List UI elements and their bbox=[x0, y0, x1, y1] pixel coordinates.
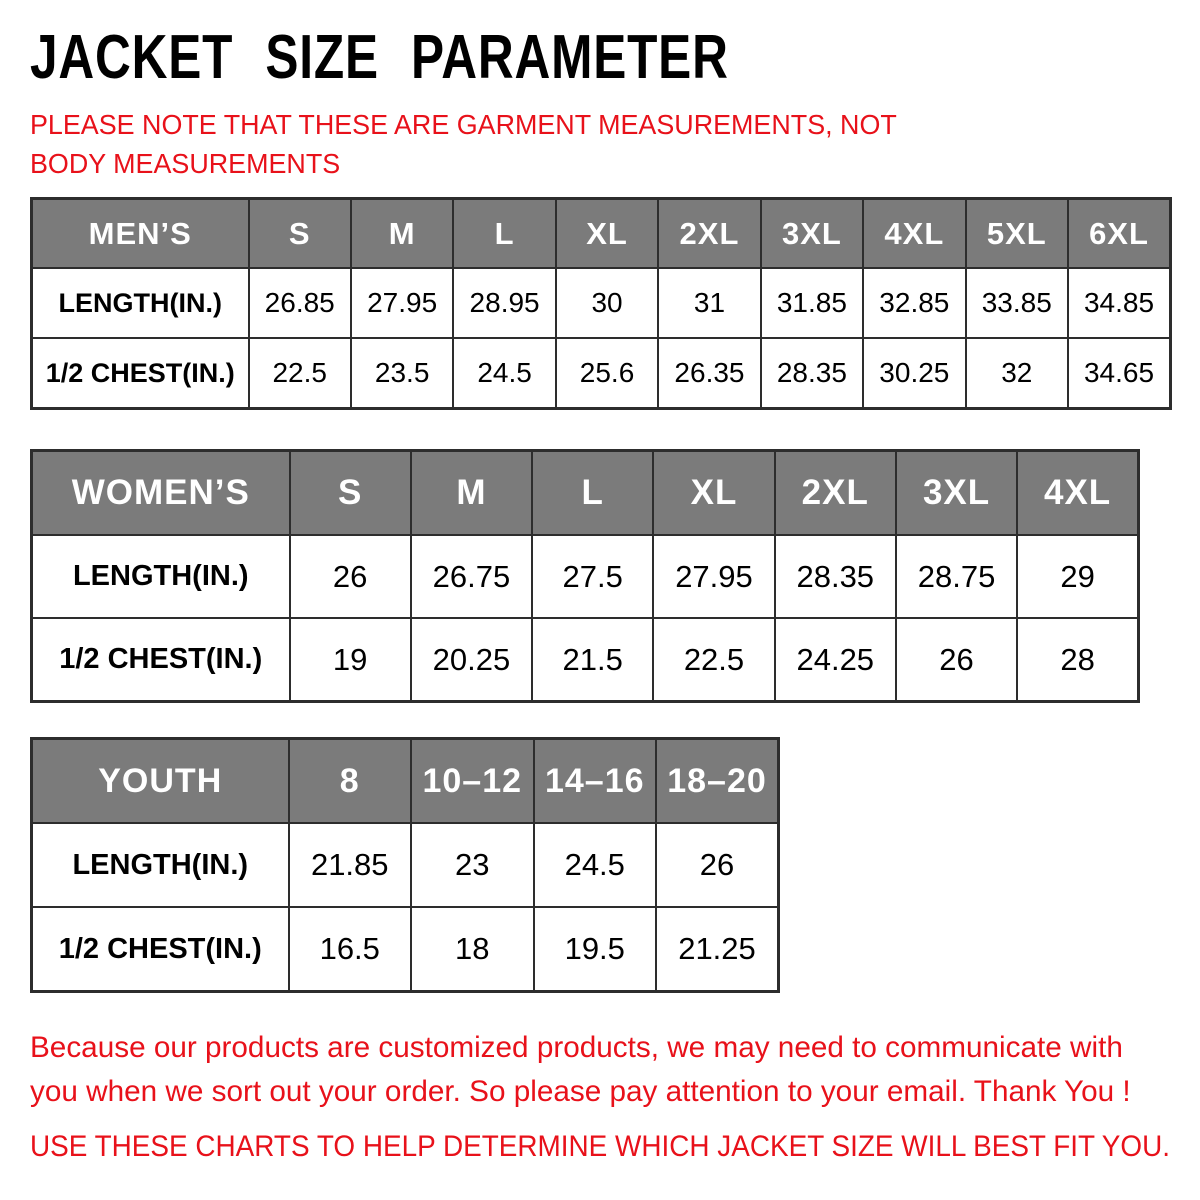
womens-size-table bbox=[30, 449, 1140, 703]
measurement-value-cell: 21.85 bbox=[289, 823, 412, 907]
measurement-value-cell: 26 bbox=[656, 823, 779, 907]
size-header-cell: 8 bbox=[289, 739, 412, 824]
table-row bbox=[32, 823, 779, 907]
measurement-label-cell: LENGTH(IN.) bbox=[32, 535, 290, 618]
table-header-row bbox=[32, 739, 779, 824]
size-header-cell: 6XL bbox=[1068, 199, 1171, 269]
measurement-value-cell: 30.25 bbox=[863, 338, 965, 409]
measurement-value-cell: 28.95 bbox=[453, 268, 555, 338]
size-header-cell: 2XL bbox=[658, 199, 760, 269]
measurement-value-cell: 28.75 bbox=[896, 535, 1017, 618]
measurement-value-cell: 23 bbox=[411, 823, 534, 907]
measurement-value-cell: 23.5 bbox=[351, 338, 453, 409]
measurement-value-cell: 26.85 bbox=[249, 268, 351, 338]
table-row bbox=[32, 535, 1139, 618]
measurement-value-cell: 34.85 bbox=[1068, 268, 1171, 338]
size-header-cell: 3XL bbox=[896, 451, 1017, 536]
measurement-value-cell: 28.35 bbox=[761, 338, 863, 409]
table-title-cell: WOMEN’S bbox=[32, 451, 290, 536]
measurement-value-cell: 27.5 bbox=[532, 535, 653, 618]
size-header-cell: S bbox=[290, 451, 411, 536]
table-header-row bbox=[32, 451, 1139, 536]
measurement-value-cell: 27.95 bbox=[351, 268, 453, 338]
measurement-value-cell: 31.85 bbox=[761, 268, 863, 338]
measurement-value-cell: 25.6 bbox=[556, 338, 658, 409]
table-title-cell: MEN’S bbox=[32, 199, 249, 269]
size-header-cell: L bbox=[453, 199, 555, 269]
measurement-value-cell: 26.35 bbox=[658, 338, 760, 409]
garment-measurement-note: PLEASE NOTE THAT THESE ARE GARMENT MEASUREMENTS, NOT BODY MEASUREMENTS bbox=[30, 109, 897, 179]
table-row bbox=[32, 268, 1171, 338]
measurement-value-cell: 27.95 bbox=[653, 535, 774, 618]
size-header-cell: 5XL bbox=[966, 199, 1068, 269]
measurement-value-cell: 24.5 bbox=[534, 823, 657, 907]
size-header-cell: L bbox=[532, 451, 653, 536]
size-header-cell: 4XL bbox=[1017, 451, 1138, 536]
measurement-value-cell: 28 bbox=[1017, 618, 1138, 702]
size-header-cell: 18–20 bbox=[656, 739, 779, 824]
measurement-value-cell: 31 bbox=[658, 268, 760, 338]
measurement-label-cell: LENGTH(IN.) bbox=[32, 823, 289, 907]
table-row bbox=[32, 618, 1139, 702]
measurement-value-cell: 19.5 bbox=[534, 907, 657, 992]
size-header-cell: XL bbox=[556, 199, 658, 269]
size-header-cell: 14–16 bbox=[534, 739, 657, 824]
size-header-cell: M bbox=[411, 451, 532, 536]
size-header-cell: XL bbox=[653, 451, 774, 536]
measurement-value-cell: 24.25 bbox=[775, 618, 896, 702]
measurement-value-cell: 28.35 bbox=[775, 535, 896, 618]
measurement-label-cell: 1/2 CHEST(IN.) bbox=[32, 338, 249, 409]
measurement-value-cell: 26 bbox=[896, 618, 1017, 702]
fit-advice-note: USE THESE CHARTS TO HELP DETERMINE WHICH JACKET SIZE WILL BEST FIT YOU. bbox=[30, 1130, 1171, 1163]
page-title: JACKET SIZE PARAMETER bbox=[30, 23, 729, 92]
youth-size-table bbox=[30, 737, 780, 993]
size-header-cell: 3XL bbox=[761, 199, 863, 269]
measurement-value-cell: 16.5 bbox=[289, 907, 412, 992]
measurement-label-cell: LENGTH(IN.) bbox=[32, 268, 249, 338]
measurement-value-cell: 18 bbox=[411, 907, 534, 992]
measurement-value-cell: 29 bbox=[1017, 535, 1138, 618]
size-header-cell: 4XL bbox=[863, 199, 965, 269]
measurement-value-cell: 21.5 bbox=[532, 618, 653, 702]
measurement-value-cell: 26.75 bbox=[411, 535, 532, 618]
measurement-value-cell: 30 bbox=[556, 268, 658, 338]
measurement-value-cell: 34.65 bbox=[1068, 338, 1171, 409]
measurement-value-cell: 33.85 bbox=[966, 268, 1068, 338]
table-row bbox=[32, 338, 1171, 409]
size-header-cell: M bbox=[351, 199, 453, 269]
customization-note: Because our products are customized products, we may need to communicate with you when we sort out your order. So please pay attention to your email. Thank You ! bbox=[30, 1031, 1131, 1109]
measurement-value-cell: 32.85 bbox=[863, 268, 965, 338]
table-row bbox=[32, 907, 779, 992]
size-header-cell: S bbox=[249, 199, 351, 269]
table-header-row bbox=[32, 199, 1171, 269]
size-header-cell: 2XL bbox=[775, 451, 896, 536]
size-header-cell: 10–12 bbox=[411, 739, 534, 824]
measurement-value-cell: 32 bbox=[966, 338, 1068, 409]
measurement-value-cell: 20.25 bbox=[411, 618, 532, 702]
table-title-cell: YOUTH bbox=[32, 739, 289, 824]
measurement-label-cell: 1/2 CHEST(IN.) bbox=[32, 907, 289, 992]
measurement-value-cell: 19 bbox=[290, 618, 411, 702]
measurement-value-cell: 22.5 bbox=[653, 618, 774, 702]
mens-size-table bbox=[30, 197, 1172, 410]
measurement-value-cell: 24.5 bbox=[453, 338, 555, 409]
measurement-value-cell: 26 bbox=[290, 535, 411, 618]
measurement-value-cell: 21.25 bbox=[656, 907, 779, 992]
measurement-value-cell: 22.5 bbox=[249, 338, 351, 409]
measurement-label-cell: 1/2 CHEST(IN.) bbox=[32, 618, 290, 702]
